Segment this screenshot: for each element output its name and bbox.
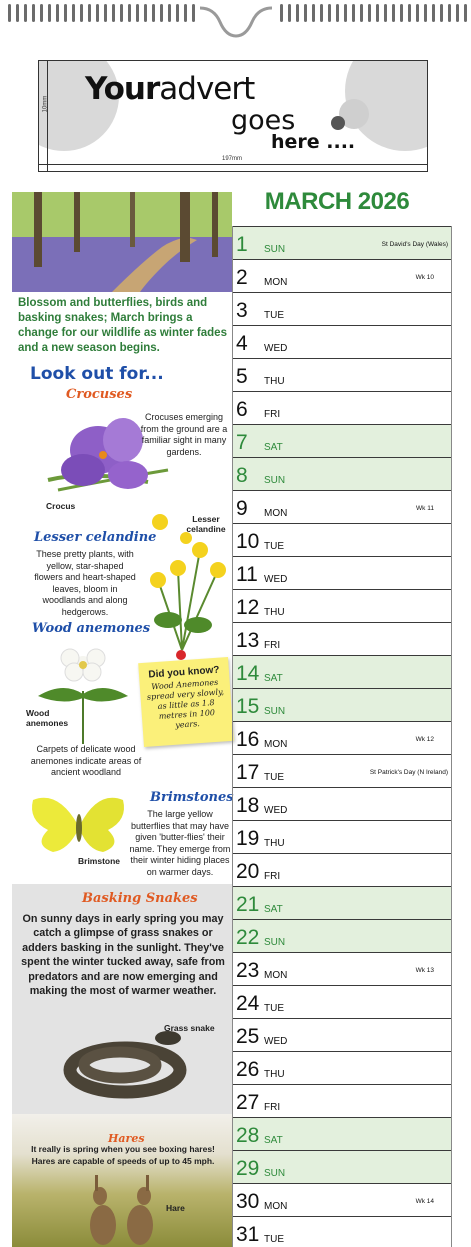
anemones-text: Carpets of delicate wood anemones indicate areas of ancient woodland	[30, 744, 142, 777]
wire-coils	[8, 4, 467, 22]
day-name: SUN	[264, 937, 286, 948]
day-number: 13	[236, 629, 260, 652]
day-number: 23	[236, 959, 260, 982]
wire-coil	[72, 4, 75, 22]
crocuses-title: Crocuses	[66, 387, 133, 402]
wire-coil	[360, 4, 363, 22]
brimstone-illustration	[28, 790, 128, 860]
day-number: 29	[236, 1157, 260, 1180]
wire-coil	[128, 4, 131, 22]
boxing-hares-illustration	[78, 1170, 168, 1247]
celandine-caption: Lesser celandine	[186, 514, 226, 534]
wire-coil	[392, 4, 395, 22]
day-name: THU	[264, 838, 285, 849]
calendar-row-day-9[interactable]	[232, 490, 452, 523]
anemones-caption: Wood anemones	[26, 708, 69, 728]
did-you-know-body: Wood Anemones spread very slowly, as little as 1.8 metres in 100 years.	[146, 677, 225, 730]
day-number: 14	[236, 662, 260, 685]
day-number: 28	[236, 1124, 260, 1147]
day-name: THU	[264, 376, 285, 387]
dimension-vertical	[47, 61, 48, 172]
day-number: 30	[236, 1190, 260, 1213]
holiday-event: St Patrick's Day (N Ireland)	[369, 769, 448, 776]
week-number: Wk 13	[415, 967, 434, 974]
day-number: 4	[236, 332, 248, 355]
calendar-row-day-6[interactable]	[232, 391, 452, 424]
wire-coil	[456, 4, 459, 22]
hanger-hook	[200, 8, 272, 36]
day-name: WED	[264, 1036, 288, 1047]
brimstones-text: The large yellow butterflies that may have given 'butter-flies' their name. They emerge from their winter hiding places on warmer days.	[129, 809, 231, 877]
day-name: SUN	[264, 706, 286, 717]
wire-coil	[24, 4, 27, 22]
brimstone-caption: Brimstone	[78, 856, 121, 866]
calendar-row-day-28[interactable]	[232, 1117, 452, 1150]
advert-word-advert: advert	[159, 71, 255, 107]
day-name: FRI	[264, 871, 281, 882]
advert-dot-small	[331, 116, 345, 130]
week-number: Wk 10	[415, 274, 434, 281]
calendar-row-day-17[interactable]	[232, 754, 452, 787]
wire-coil	[176, 4, 179, 22]
wire-coil	[344, 4, 347, 22]
day-name: MON	[264, 277, 288, 288]
hares-title: Hares	[108, 1132, 145, 1145]
day-number: 24	[236, 992, 260, 1015]
dimension-width-label: 197mm	[222, 156, 243, 162]
day-number: 8	[236, 464, 248, 487]
wire-coil	[160, 4, 163, 22]
calendar-row-day-3[interactable]	[232, 292, 452, 325]
wire-coil	[304, 4, 307, 22]
day-number: 25	[236, 1025, 260, 1048]
calendar-row-day-25[interactable]	[232, 1018, 452, 1051]
calendar-row-day-31[interactable]	[232, 1216, 452, 1247]
day-number: 6	[236, 398, 248, 421]
did-you-know-heading: Did you know?	[148, 664, 220, 681]
celandine-text: These pretty plants, with yellow, star-shaped flowers and heart-shaped leaves, bloom in woodlands and along hedgerows.	[34, 549, 136, 617]
wire-coil	[32, 4, 35, 22]
calendar-row-day-26[interactable]	[232, 1051, 452, 1084]
day-number: 12	[236, 596, 260, 619]
day-name: SUN	[264, 244, 286, 255]
wire-coil	[112, 4, 115, 22]
wire-coil	[288, 4, 291, 22]
day-name: WED	[264, 805, 288, 816]
holiday-event: St David's Day (Wales)	[381, 241, 448, 248]
brimstones-title: Brimstones	[150, 790, 234, 805]
day-number: 18	[236, 794, 260, 817]
calendar-row-day-7[interactable]	[232, 424, 452, 457]
day-name: MON	[264, 970, 288, 981]
day-name: TUE	[264, 1003, 284, 1014]
calendar-row-day-19[interactable]	[232, 820, 452, 853]
wire-coil	[104, 4, 107, 22]
day-name: SAT	[264, 673, 283, 684]
day-number: 17	[236, 761, 260, 784]
wire-coil	[88, 4, 91, 22]
day-name: TUE	[264, 1234, 284, 1245]
day-number: 7	[236, 431, 248, 454]
pushpin-icon	[176, 650, 186, 660]
wire-coil	[464, 4, 467, 22]
calendar-row-day-16[interactable]	[232, 721, 452, 754]
calendar-row-day-1[interactable]	[232, 226, 452, 259]
day-name: TUE	[264, 772, 284, 783]
day-number: 9	[236, 497, 248, 520]
calendar-row-day-13[interactable]	[232, 622, 452, 655]
wire-coil	[448, 4, 451, 22]
day-name: MON	[264, 508, 288, 519]
advert-line-2: goes	[231, 105, 296, 136]
week-number: Wk 12	[415, 736, 434, 743]
wire-coil	[432, 4, 435, 22]
wire-coil	[96, 4, 99, 22]
day-number: 31	[236, 1223, 260, 1246]
calendar-row-day-10[interactable]	[232, 523, 452, 556]
day-number: 3	[236, 299, 248, 322]
day-name: FRI	[264, 409, 281, 420]
calendar-row-day-15[interactable]	[232, 688, 452, 721]
day-number: 15	[236, 695, 260, 718]
advert-line-1	[85, 71, 254, 107]
day-name: THU	[264, 607, 285, 618]
week-number: Wk 14	[415, 1198, 434, 1205]
wire-coil	[424, 4, 427, 22]
wire-coil	[184, 4, 187, 22]
wire-coil	[384, 4, 387, 22]
crocus-caption: Crocus	[46, 501, 76, 511]
calendar-row-day-29[interactable]	[232, 1150, 452, 1183]
calendar-grid	[232, 226, 452, 1247]
calendar-row-day-20[interactable]	[232, 853, 452, 886]
day-number: 19	[236, 827, 260, 850]
calendar-row-day-30[interactable]	[232, 1183, 452, 1216]
wire-coil	[368, 4, 371, 22]
wire-coil	[48, 4, 51, 22]
day-number: 16	[236, 728, 260, 751]
week-number: Wk 11	[416, 505, 434, 512]
day-number: 11	[236, 563, 258, 586]
day-name: MON	[264, 739, 288, 750]
day-name: SUN	[264, 1168, 286, 1179]
calendar-row-day-21[interactable]	[232, 886, 452, 919]
advert-box	[38, 60, 428, 172]
calendar-row-day-11[interactable]	[232, 556, 452, 589]
wire-coil	[152, 4, 155, 22]
wire-coil	[328, 4, 331, 22]
wire-coil	[408, 4, 411, 22]
wire-coil	[376, 4, 379, 22]
wire-coil	[168, 4, 171, 22]
wire-coil	[120, 4, 123, 22]
day-number: 21	[236, 893, 260, 916]
snakes-text: On sunny days in early spring you may catch a glimpse of grass snakes or adders basking in the sunlight. They've spent the winter tucked away, safe from predators and are now emerging and making the most of warmer weather.	[21, 913, 225, 998]
anemone-illustration	[28, 636, 138, 746]
calendar-row-day-23[interactable]	[232, 952, 452, 985]
celandine-title: Lesser celandine	[34, 530, 157, 545]
day-name: MON	[264, 1201, 288, 1212]
day-name: WED	[264, 343, 288, 354]
day-name: TUE	[264, 310, 284, 321]
day-name: FRI	[264, 640, 281, 651]
day-name: SAT	[264, 1135, 283, 1146]
anemones-title: Wood anemones	[32, 621, 151, 636]
day-name: SUN	[264, 475, 286, 486]
day-name: SAT	[264, 442, 283, 453]
wire-coil	[40, 4, 43, 22]
wire-coil	[64, 4, 67, 22]
wire-coil	[320, 4, 323, 22]
calendar-row-day-4[interactable]	[232, 325, 452, 358]
day-number: 2	[236, 266, 248, 289]
wire-coil	[80, 4, 83, 22]
day-number: 1	[236, 233, 248, 256]
day-number: 27	[236, 1091, 260, 1114]
wire-coil	[296, 4, 299, 22]
calendar-row-day-18[interactable]	[232, 787, 452, 820]
wire-binding	[0, 0, 471, 44]
calendar-row-day-5[interactable]	[232, 358, 452, 391]
day-name: THU	[264, 1069, 285, 1080]
wire-coil	[336, 4, 339, 22]
wire-coil	[144, 4, 147, 22]
day-name: SAT	[264, 904, 283, 915]
calendar-row-day-22[interactable]	[232, 919, 452, 952]
grass-snake-caption: Grass snake	[164, 1023, 215, 1033]
look-out-heading: Look out for...	[30, 364, 164, 384]
wire-coil	[136, 4, 139, 22]
wire-coil	[352, 4, 355, 22]
calendar-row-day-8[interactable]	[232, 457, 452, 490]
day-number: 10	[236, 530, 260, 553]
calendar-row-day-24[interactable]	[232, 985, 452, 1018]
wire-coil	[280, 4, 283, 22]
day-number: 20	[236, 860, 260, 883]
day-number: 26	[236, 1058, 260, 1081]
did-you-know-note	[138, 657, 234, 747]
intro-text: Blossom and butterflies, birds and basking snakes; March brings a change for our wildlife as winter fades and a new season begins.	[18, 297, 227, 354]
day-name: TUE	[264, 541, 284, 552]
day-name: WED	[264, 574, 288, 585]
wire-coil	[440, 4, 443, 22]
wire-coil	[56, 4, 59, 22]
wire-coil	[312, 4, 315, 22]
hare-caption: Hare	[166, 1203, 185, 1213]
snakes-title: Basking Snakes	[82, 891, 198, 906]
calendar-row-day-14[interactable]	[232, 655, 452, 688]
day-name: FRI	[264, 1102, 281, 1113]
crocuses-text: Crocuses emerging from the ground are a familiar sight in many gardens.	[140, 412, 228, 457]
wire-coil	[400, 4, 403, 22]
dimension-height-label: 10mm	[42, 95, 49, 113]
wire-coil	[8, 4, 11, 22]
dimension-horizontal	[39, 164, 428, 165]
wire-coil	[192, 4, 195, 22]
calendar-row-day-27[interactable]	[232, 1084, 452, 1117]
wire-coil	[416, 4, 419, 22]
advert-line-3: here ....	[271, 131, 356, 153]
day-number: 22	[236, 926, 260, 949]
calendar-row-day-12[interactable]	[232, 589, 452, 622]
calendar-row-day-2[interactable]	[232, 259, 452, 292]
hares-text: It really is spring when you see boxing hares! Hares are capable of speeds of up to 45 mph.	[31, 1144, 215, 1166]
bluebell-woodland-photo	[12, 192, 232, 292]
wire-coil	[16, 4, 19, 22]
advert-word-your: Your	[85, 71, 160, 107]
month-title: MARCH 2026	[264, 188, 410, 215]
day-number: 5	[236, 365, 248, 388]
